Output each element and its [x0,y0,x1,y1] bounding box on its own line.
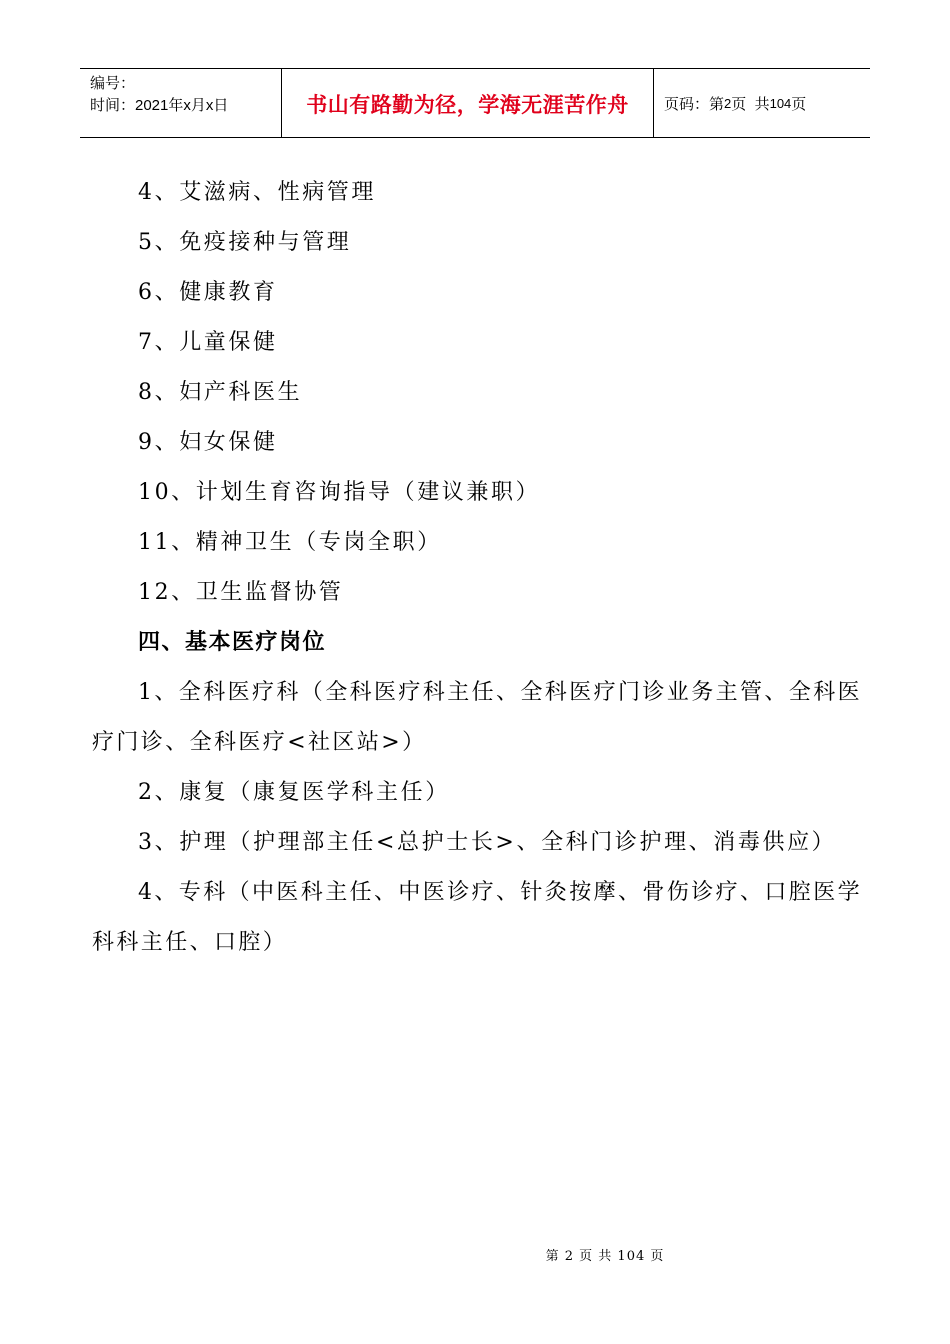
page-header [80,68,870,138]
header-motto: 书山有路勤为径，学海无涯苦作舟 [306,94,629,117]
list-item: 2、康复（康复医学科主任） [138,780,450,805]
list-item: 9、妇女保健 [138,430,278,455]
document-body [92,168,862,968]
list-item: 5、免疫接种与管理 [138,230,352,255]
page-suffix: 页 [791,95,807,113]
page-prefix: 页码：第 [664,95,725,113]
list-item: 6、健康教育 [138,280,278,305]
code-label: 编号： [90,75,136,92]
list-item: 10、计划生育咨询指导（建议兼职） [138,480,541,505]
header-motto-cell [282,69,654,137]
page-footer: 第 2 页 共 104 页 [545,1249,665,1264]
list-item: 11、精神卫生（专岗全职） [138,530,442,555]
paragraph-general-medicine: 1、全科医疗科（全科医疗科主任、全科医疗门诊业务主管、全科医疗门诊、全科医疗<社区站>） [92,680,862,755]
list-item: 7、儿童保健 [138,330,278,355]
time-label: 时间：2021年x月x日 [90,97,229,114]
paragraph-specialty: 4、专科（中医科主任、中医诊疗、针灸按摩、骨伤诊疗、口腔医学科科主任、口腔） [92,880,862,955]
page-mid: 页 共 [731,95,770,113]
page-total: 104 [769,95,792,111]
header-page-info [654,69,870,137]
list-item: 8、妇产科医生 [138,380,303,405]
section-title: 四、基本医疗岗位 [138,630,327,655]
page-current: 2 [724,95,732,111]
list-item: 12、卫生监督协管 [138,580,344,605]
list-item: 4、艾滋病、性病管理 [138,180,376,205]
header-meta [80,69,282,137]
list-item: 3、护理（护理部主任<总护士长>、全科门诊护理、消毒供应） [138,830,837,855]
